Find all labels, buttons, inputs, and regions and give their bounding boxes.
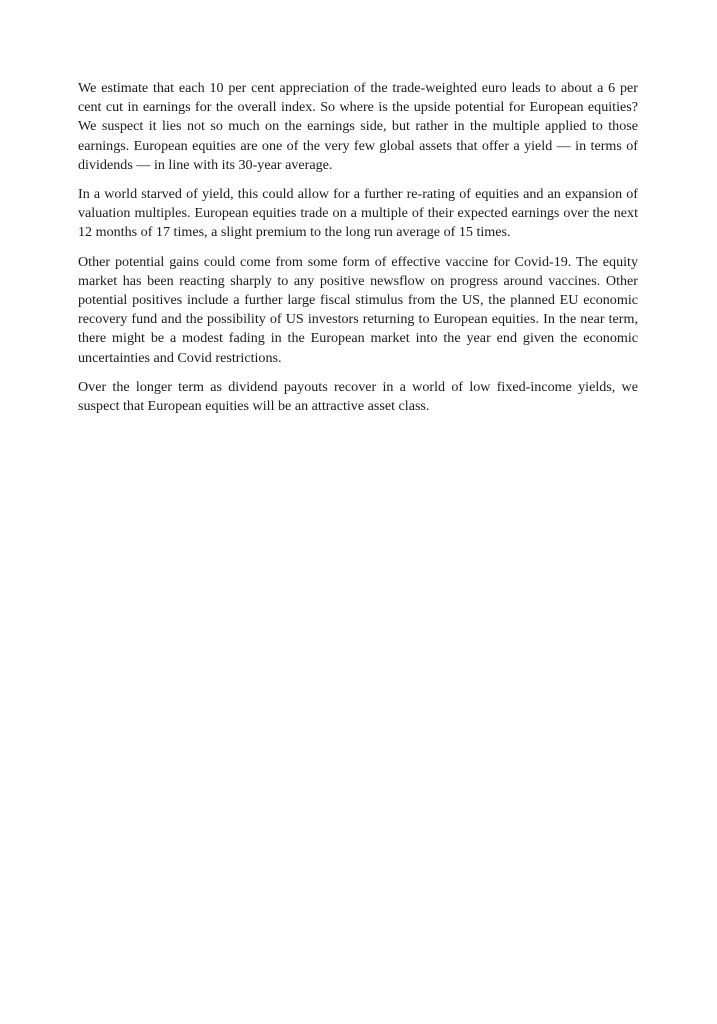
paragraph-euro-earnings: We estimate that each 10 per cent appreciation of the trade-weighted euro leads to about a 6 per cent cut in earnings for the overall index. So where is the upside potential for European equities? We suspect it lies not so much on the earnings side, but rather in the multiple applied to those earnings. European equities are one of the very few global assets that offer a yield — in terms of dividends — in line with its 30-year average. [78, 80, 638, 173]
paragraph-potential-gains: Other potential gains could come from some form of effective vaccine for Covid-19. The equity market has been reacting sharply to any positive newsflow on progress around vaccines. Other potential positives include a further large fiscal stimulus from the US, the planned EU economic recovery fund and the possibility of US investors returning to European equities. In the near term, there might be a modest fading in the European market into the year end given the economic uncertainties and Covid restrictions. [78, 253, 638, 366]
paragraph-valuation-multiples: In a world starved of yield, this could allow for a further re-rating of equities and an expansion of valuation multiples. European equities trade on a multiple of their expected earnings over the next 12 months of 17 times, a slight premium to the long run average of 15 times. [78, 186, 638, 241]
document-body [78, 79, 638, 426]
paragraph-longer-term-outlook: Over the longer term as dividend payouts recover in a world of low fixed-income yields, we suspect that European equities will be an attractive asset class. [78, 378, 638, 415]
